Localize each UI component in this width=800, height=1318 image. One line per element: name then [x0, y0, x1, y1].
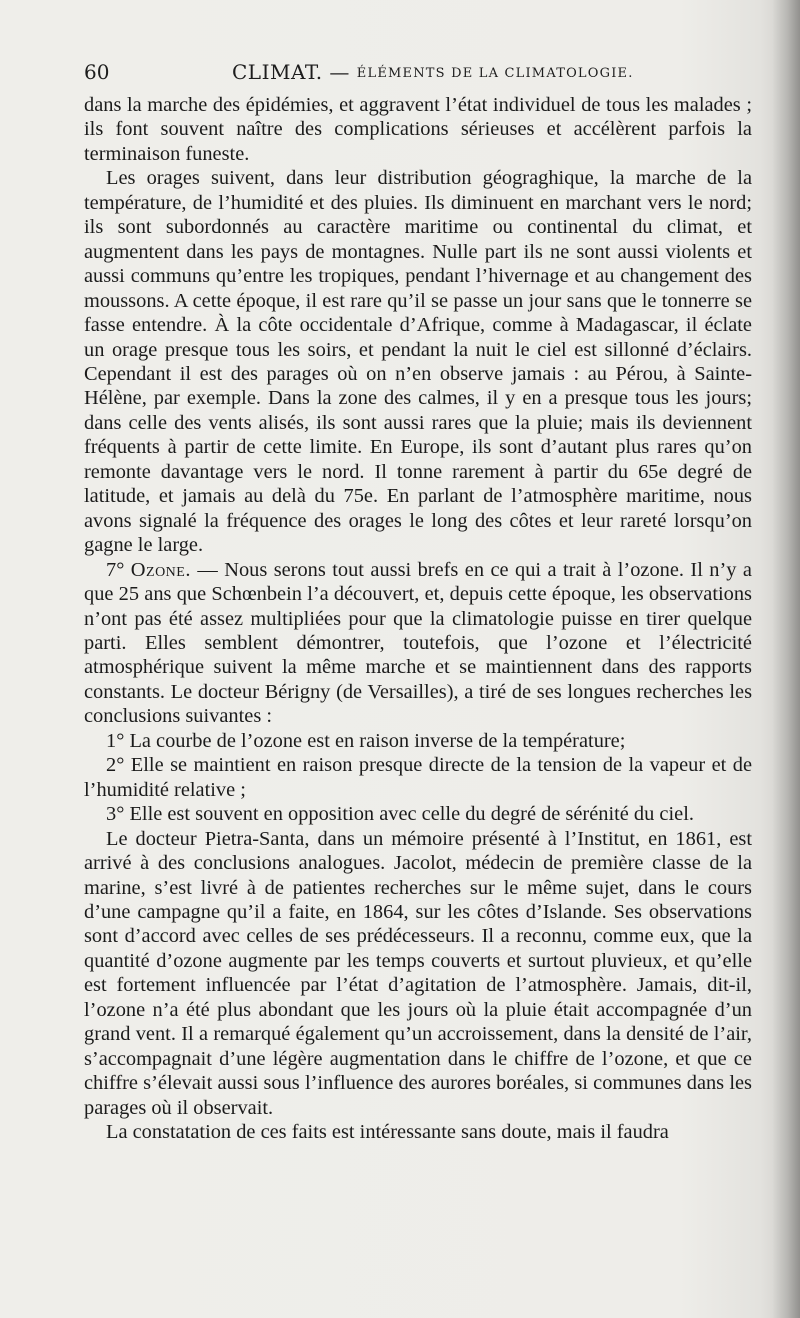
running-title-main: CLIMAT. — [232, 60, 350, 84]
section-label: Ozone. [130, 558, 191, 581]
conclusion-item-2: 2° Elle se maintient en raison presque directe de la tension de la vapeur et de l’humidité relative ; [84, 754, 752, 801]
paragraph-storms: Les orages suivent, dans leur distribution géograghique, la marche de la température, de l’humidité et des pluies. Ils diminuent en marchant vers le nord; ils sont subordonnés au caractère maritime ou continental du climat, et augmentent dans les pays de montagnes. Nulle part ils ne sont aussi violents et aussi communs qu’entre les tropiques, pendant l’hivernage et au changement des moussons. A cette époque, il est rare qu’il se passe un jour sans que le tonnerre se fasse entendre. À la côte occidentale d’Afrique, comme à Madagascar, il éclate un orage presque tous les soirs, et pendant la nuit le ciel est sillonné d’éclairs. Cependant il est des parages où on n’en observe jamais : au Pérou, à Sainte-Hélène, par exemple. Dans la zone des calmes, il y en a presque tous les jours; dans celle des vents alisés, ils sont aussi rares que la pluie; mais ils deviennent fréquents à partir de cette limite. En Europe, ils sont d’autant plus rares qu’on remonte davantage vers le nord. Il tonne rarement à partir du 65e degré de latitude, et jamais au delà du 75e. En parlant de l’atmosphère maritime, nous avons signalé la fréquence des orages le long des côtes et leur rareté lorsqu’on gagne le large. [84, 167, 752, 557]
paragraph-ozone [84, 558, 752, 729]
running-title [232, 60, 634, 84]
paragraph-epidemics: dans la marche des épidémies, et aggravent l’état individuel de tous les malades ; ils font souvent naître des complications sérieuses et accélèrent parfois la terminaison funeste. [84, 94, 752, 165]
running-title-sub: ÉLÉMENTS DE LA CLIMATOLOGIE. [356, 66, 634, 81]
section-text: — Nous serons tout aussi brefs en ce qui a trait à l’ozone. Il n’y a que 25 ans que Schœnbein l’a découvert, et, depuis cette époque, les observations n’ont pas été assez multipliées pour que la climatologie puisse en tirer quelque parti. Elles semblent démontrer, toutefois, que l’ozone et l’électricité atmosphérique suivent la même marche et se maintiennent dans des rapports constants. Le docteur Bérigny (de Versailles), a tiré de ses longues recherches les conclusions suivantes : [84, 558, 752, 728]
page-number: 60 [84, 60, 110, 84]
paragraph-pietra-santa: Le docteur Pietra-Santa, dans un mémoire présenté à l’Institut, en 1861, est arrivé à des conclusions analogues. Jacolot, médecin de première classe de la marine, s’est livré à de patientes recherches sur le même sujet, dans le cours d’une campagne qu’il a faite, en 1864, sur les côtes d’Islande. Ses observations sont d’accord avec celles de ses prédécesseurs. Il a reconnu, comme eux, que la quantité d’ozone augmente par les temps couverts et surtout pluvieux, et qu’elle est fortement influencée par l’état d’agitation de l’atmosphère. Jamais, dit-il, l’ozone n’a été plus abondant que les jours où la pluie était accompagnée d’un grand vent. Il a remarqué également qu’un accroissement, dans la densité de l’air, s’accompagnait d’une légère augmentation dans le chiffre de l’ozone, et que ce chiffre s’élevait aussi sous l’influence des aurores boréales, si communes dans les parages où il observait. [84, 827, 752, 1119]
paragraph-conclusion: La constatation de ces faits est intéressante sans doute, mais il faudra [106, 1121, 669, 1144]
body-text [84, 93, 752, 1144]
section-number: 7° [106, 558, 125, 581]
running-header [84, 58, 764, 88]
conclusion-item-1: 1° La courbe de l’ozone est en raison inverse de la température; [106, 729, 626, 752]
conclusion-item-3: 3° Elle est souvent en opposition avec celle du degré de sérénité du ciel. [106, 803, 694, 826]
spine-shadow [772, 0, 800, 1318]
